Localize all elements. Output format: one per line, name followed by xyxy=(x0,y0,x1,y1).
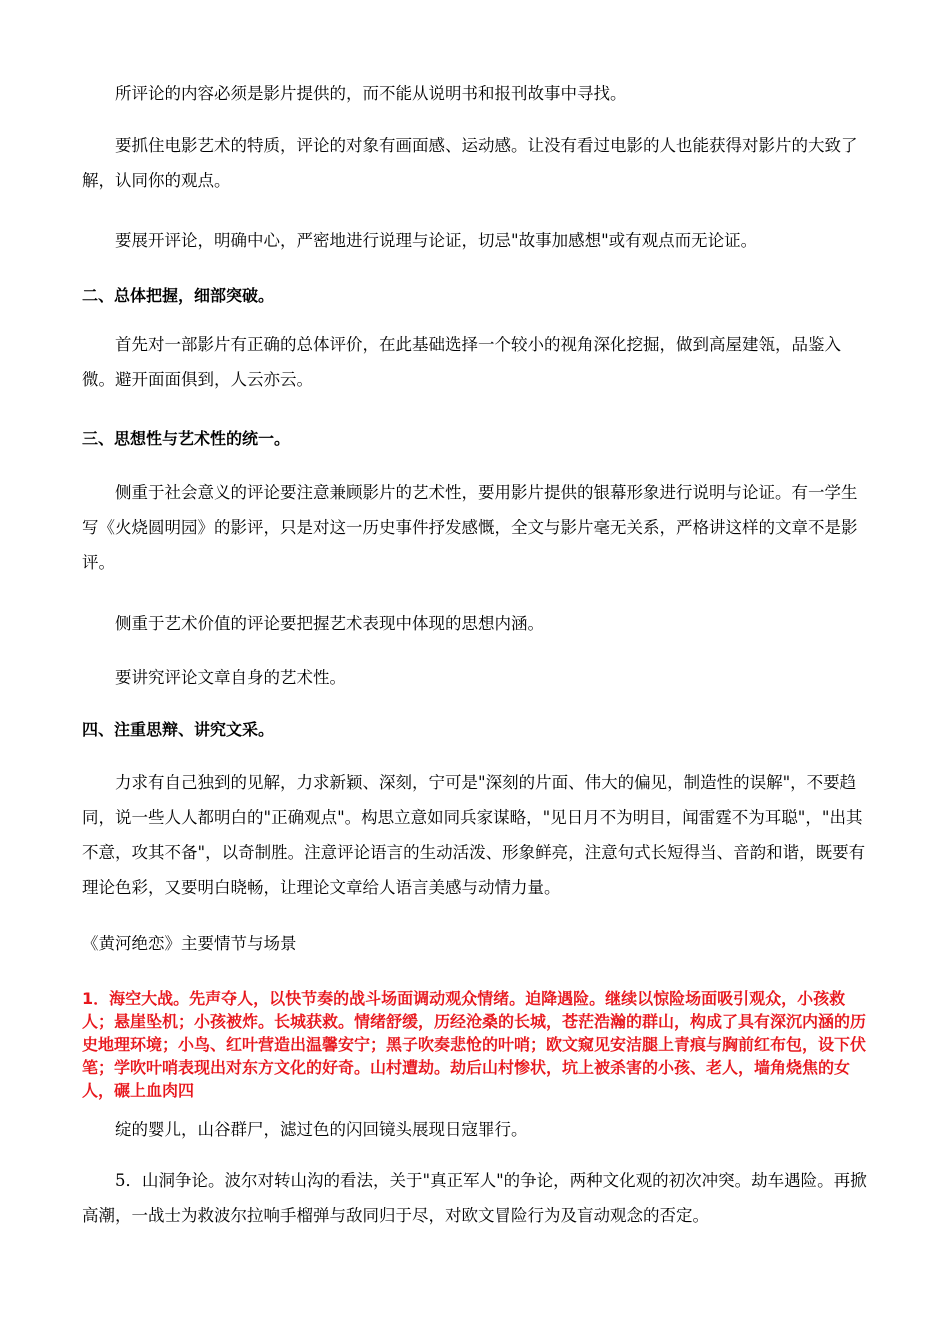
paragraph: 力求有自己独到的见解，力求新颖、深刻，宁可是"深刻的片面、伟大的偏见，制造性的误解"，不要趋同，说一些人人都明白的"正确观点"。构思立意如同兵家谋略，"见日月不为明目，闻雷霆不为耳聪"，"出其不意，攻其不备"，以奇制胜。注意评论语言的生动活泼、形象鲜亮，注意句式长短得当、音韵和谐，既要有理论色彩，又要明白晓畅，让理论文章给人语言美感与动情力量。 xyxy=(82,773,866,897)
paragraph: 侧重于艺术价值的评论要把握艺术表现中体现的思想内涵。 xyxy=(115,614,544,633)
paragraph: 要抓住电影艺术的特质，评论的对象有画面感、运动感。让没有看过电影的人也能获得对影片的大致了解，认同你的观点。 xyxy=(82,136,858,190)
paragraph: 要讲究评论文章自身的艺术性。 xyxy=(115,668,346,687)
paragraph: 《黄河绝恋》主要情节与场景 xyxy=(82,934,297,953)
paragraph: 所评论的内容必须是影片提供的，而不能从说明书和报刊故事中寻找。 xyxy=(115,84,627,103)
paragraph: 要展开评论，明确中心，严密地进行说理与论证，切忌"故事加感想"或有观点而无论证。 xyxy=(115,231,758,250)
section-heading: 二、总体把握，细部突破。 xyxy=(82,286,275,305)
highlighted-paragraph: 1．海空大战。先声夺人，以快节奏的战斗场面调动观众情绪。迫降遇险。继续以惊险场面吸引观众，小孩救人；悬崖坠机；小孩被炸。长城获救。情绪舒缓，历经沧桑的长城，苍茫浩瀚的群山，构成了具有深沉内涵的历史地理环境；小鸟、红叶营造出温馨安宁；黑子吹奏悲怆的叶哨；欧文窥见安洁腿上青痕与胸前红布包，设下伏笔；学吹叶哨表现出对东方文化的好奇。山村遭劫。劫后山村惨状，坑上被杀害的小孩、老人，墙角烧焦的女人，碾上血肉四 xyxy=(82,989,867,1100)
paragraph: 绽的婴儿，山谷群尸，滤过色的闪回镜头展现日寇罪行。 xyxy=(115,1120,528,1139)
paragraph: 5．山洞争论。波尔对转山沟的看法，关于"真正军人"的争论，两种文化观的初次冲突。劫车遇险。再掀高潮，一战士为救波尔拉响手榴弹与敌同归于尽，对欧文冒险行为及盲动观念的否定。 xyxy=(82,1171,867,1225)
paragraph: 侧重于社会意义的评论要注意兼顾影片的艺术性，要用影片提供的银幕形象进行说明与论证。有一学生写《火烧圆明园》的影评，只是对这一历史事件抒发感慨，全文与影片毫无关系，严格讲这样的文章不是影评。 xyxy=(82,483,858,572)
section-heading: 四、注重思辩、讲究文采。 xyxy=(82,720,275,739)
section-heading: 三、思想性与艺术性的统一。 xyxy=(82,429,291,448)
paragraph: 首先对一部影片有正确的总体评价，在此基础选择一个较小的视角深化挖掘，做到高屋建瓴，品鉴入微。避开面面俱到，人云亦云。 xyxy=(82,335,841,389)
